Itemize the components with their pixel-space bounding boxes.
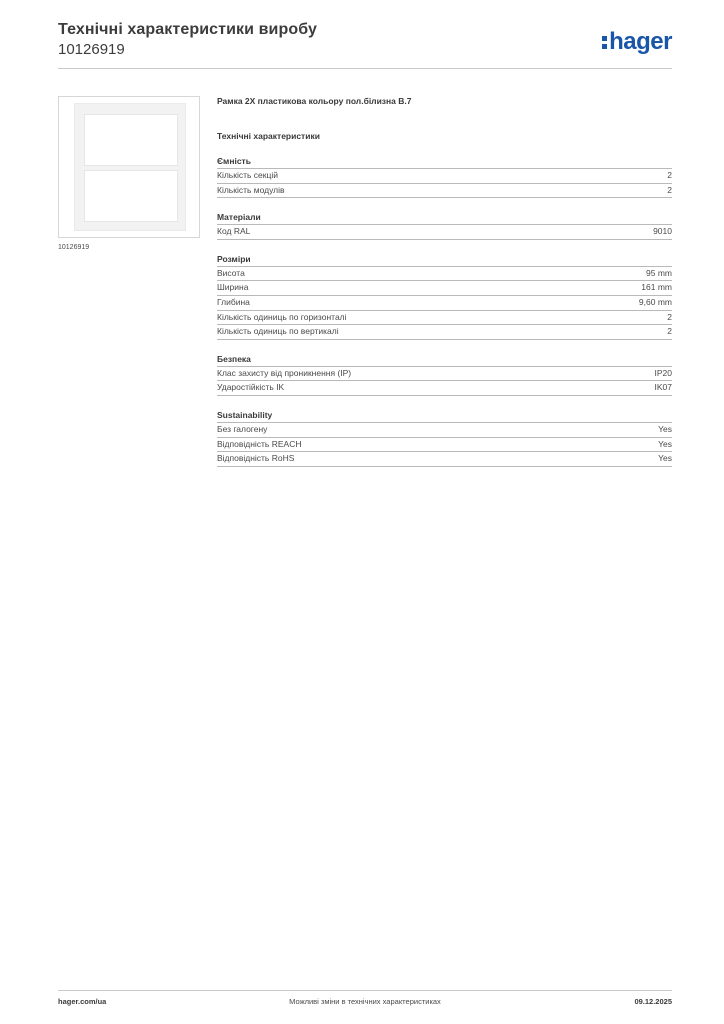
spec-row	[217, 438, 672, 453]
spec-row	[217, 184, 672, 199]
spec-label: Код RAL	[217, 226, 251, 237]
spec-value: 2	[667, 170, 672, 180]
document-title: Технічні характеристики виробу	[58, 21, 317, 38]
spec-group-title: Ємність	[217, 156, 251, 166]
double-frame-illustration	[74, 103, 186, 231]
logo-wordmark: hager	[609, 28, 672, 55]
spec-label: Кількість одиниць по вертикалі	[217, 326, 339, 337]
spec-label: Відповідність REACH	[217, 438, 302, 449]
spec-value: IP20	[654, 367, 672, 378]
hager-logo[interactable]	[602, 29, 672, 55]
document-product-code: 10126919	[58, 41, 125, 58]
spec-value: Yes	[658, 438, 672, 449]
spec-row	[217, 169, 672, 184]
footer-disclaimer: Можливі зміни в технічних характеристиках	[289, 997, 441, 1006]
spec-row	[217, 325, 672, 340]
spec-group-title: Матеріали	[217, 212, 261, 223]
spec-row	[217, 367, 672, 382]
logo-dots-icon	[602, 29, 608, 49]
page-header	[58, 20, 672, 68]
spec-label: Без галогену	[217, 423, 268, 434]
spec-row	[217, 423, 672, 438]
spec-group-title: Розміри	[217, 253, 251, 264]
spec-label: Клас захисту від проникнення (IP)	[217, 367, 352, 378]
spec-label: Висота	[217, 267, 245, 278]
spec-value: Yes	[658, 423, 672, 434]
spec-group	[217, 156, 672, 198]
product-name: Рамка 2X пластикова кольору пол.білизна B.7	[217, 96, 412, 106]
spec-row	[217, 281, 672, 296]
frame-opening-top	[84, 114, 178, 166]
spec-group	[217, 354, 672, 396]
footer-divider	[58, 990, 672, 991]
spec-label: Кількість секцій	[217, 170, 278, 180]
spec-content	[217, 95, 672, 467]
product-image	[58, 96, 200, 238]
spec-value: 2	[667, 311, 672, 322]
spec-value: 95 mm	[646, 267, 672, 278]
spec-value: 2	[667, 184, 672, 195]
spec-value: 9,60 mm	[638, 296, 672, 307]
spec-label: Відповідність RoHS	[217, 453, 295, 464]
spec-group	[217, 212, 672, 240]
spec-value: 9010	[653, 226, 672, 237]
spec-group	[217, 254, 672, 340]
spec-value: 2	[667, 326, 672, 337]
spec-row	[217, 452, 672, 467]
page-footer	[58, 997, 672, 1009]
spec-groups	[217, 156, 672, 467]
spec-group-title: Sustainability	[217, 409, 273, 420]
spec-value: 161 mm	[641, 282, 672, 293]
spec-label: Кількість одиниць по горизонталі	[217, 311, 347, 322]
spec-row	[217, 311, 672, 326]
spec-value: IK07	[654, 382, 672, 393]
spec-value: Yes	[658, 453, 672, 464]
spec-row	[217, 267, 672, 282]
footer-website-link[interactable]: hager.com/ua	[58, 997, 107, 1006]
spec-label: Глибина	[217, 296, 250, 307]
header-divider	[58, 68, 672, 69]
spec-label: Ширина	[217, 282, 249, 293]
frame-opening-bottom	[84, 170, 178, 222]
spec-group	[217, 410, 672, 467]
spec-heading: Технічні характеристики	[217, 131, 320, 141]
image-caption: 10126919	[58, 244, 90, 251]
spec-label: Кількість модулів	[217, 184, 285, 195]
spec-group-title: Безпека	[217, 353, 251, 364]
spec-label: Ударостійкість IK	[217, 382, 285, 393]
spec-row	[217, 296, 672, 311]
spec-row	[217, 225, 672, 240]
footer-date: 09.12.2025	[634, 997, 672, 1006]
spec-row	[217, 381, 672, 396]
